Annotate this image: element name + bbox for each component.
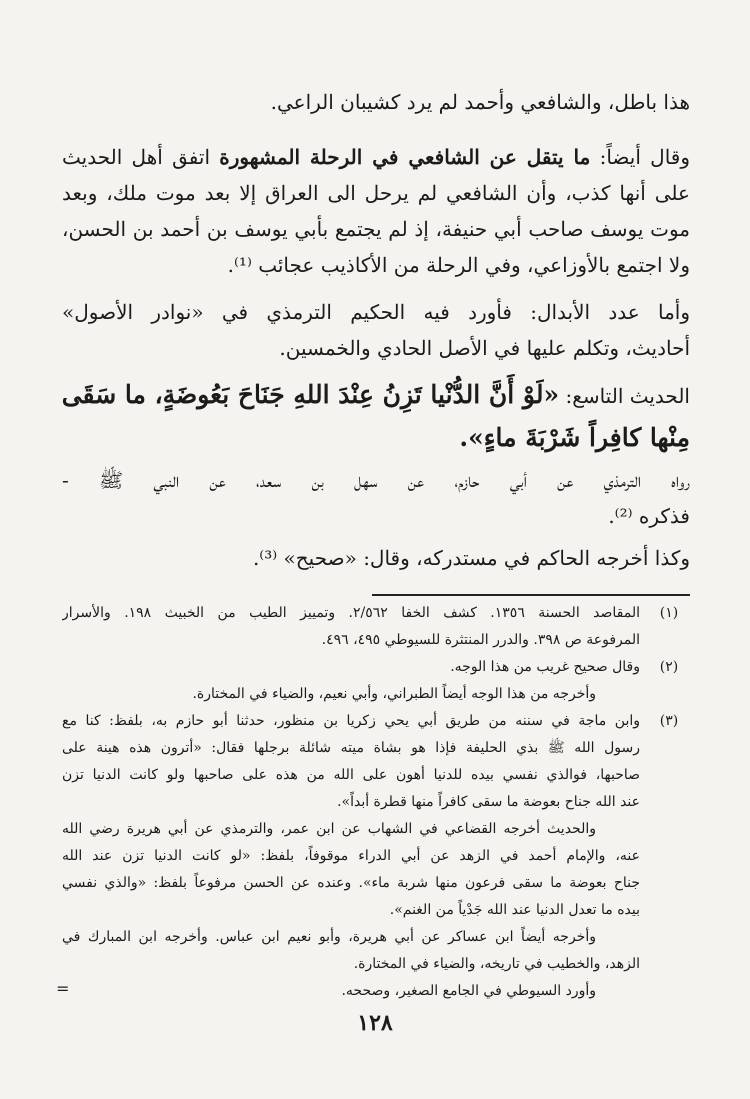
footnote-number: (٣) xyxy=(659,713,679,729)
bold-phrase: ما يتقل عن الشافعي في الرحلة المشهورة xyxy=(219,145,591,169)
paragraph-4-hadith xyxy=(62,374,690,459)
text-line: فذكره ⁽²⁾. xyxy=(608,504,690,528)
footnote-body xyxy=(62,654,640,708)
footnote-divider xyxy=(372,594,690,596)
text-line: أحاديث، وتكلم عليها في الأصل الحادي والخمسين. xyxy=(279,336,690,360)
footnote-number: (٢) xyxy=(659,659,679,675)
paragraph-5 xyxy=(62,462,690,534)
footnote-line: عنه، والإمام أحمد في الزهد عن أبي الدراء موقوفاً، بلفظ: «لو كانت الدنيا تزن عند الله xyxy=(62,848,640,864)
page-number: ١٢٨ xyxy=(357,1010,393,1036)
lead-text: الحديث التاسع: xyxy=(559,384,690,408)
footnote-line: والحديث أخرجه القضاعي في الشهاب عن ابن عمر، والترمذي عن أبي هريرة رضي الله xyxy=(62,821,596,837)
paragraph-3 xyxy=(62,294,690,366)
footnote-3 xyxy=(62,708,690,816)
footnote-line: وأورد السيوطي في الجامع الصغير، وصححه. xyxy=(341,983,596,999)
footnote-line: بيده ما تعدل الدنيا عند الله جَدْياً من الغنم». xyxy=(389,902,640,918)
paragraph-2 xyxy=(62,139,690,283)
footnote-body xyxy=(62,708,640,816)
text-line: ولا اجتمع بالأوزاعي، وفي الرحلة من الأكاذيب عجائب ⁽¹⁾. xyxy=(227,253,690,277)
lead-text: وقال أيضاً: xyxy=(590,145,690,169)
footnote-line: وأخرجه من هذا الوجه أيضاً الطبراني، وأبي نعيم، والضياء في المختارة. xyxy=(192,686,596,702)
footnote-line: المرفوعة ص ٣٩٨. والدرر المنتثرة للسيوطي ٤٩٥، ٤٩٦. xyxy=(321,632,640,648)
footnote-line: وأخرجه أيضاً ابن عساكر عن أبي هريرة، وأبو نعيم ابن عباس. وأخرجه ابن المبارك في xyxy=(62,929,596,945)
text-line: وأما عدد الأبدال: فأورد فيه الحكيم الترمذي في «نوادر الأصول» xyxy=(62,300,690,324)
footnote-line: صاحبها، فوالذي نفسي بيده للدنيا أهون على الله من هذه على صاحبها ولو كانت الدنيا تزن xyxy=(62,767,640,783)
text-line: هذا باطل، والشافعي وأحمد لم يرد كشيبان الراعي. xyxy=(270,90,690,114)
text-line xyxy=(62,374,690,417)
text-line: رواه الترمذي عن أبي حازم، عن سهل بن سعد، عن النبي ﷺ - xyxy=(62,468,690,492)
footnote-1 xyxy=(62,600,690,654)
text-rest: اتفق أهل الحديث xyxy=(62,145,220,169)
paragraph-6 xyxy=(62,540,690,576)
text-line: على أنها كذب، وأن الشافعي لم يرحل الى العراق إلا بعد موت ملك، وبعد xyxy=(62,181,690,205)
footnote-line: جناح بعوضة ما سقى فرعون منها شربة ماء». وعنده عن الحسن مرفوعاً بلفظ: «والذي نفسي xyxy=(62,875,640,891)
footnote-line: وابن ماجة في سننه من طريق أبي يحي زكريا بن منظور، حدثنا أبو حازم به، بلفظ: كنا مع xyxy=(62,713,640,729)
footnote-line: رسول الله ﷺ بذي الحليفة فإذا هو بشاة ميته شائلة برجلها فقال: «أترون هذه هينة على xyxy=(62,740,640,756)
footnote-line: وقال صحيح غريب من هذا الوجه. xyxy=(450,659,640,675)
footnote-line: المقاصد الحسنة ١٣٥٦. كشف الخفا ٢/٥٦٢. وتمييز الطيب من الخبيث ١٩٨. والأسرار xyxy=(62,605,640,621)
text-line: موت يوسف صاحب أبي حنيفة، إذ لم يجتمع بأبي يوسف بن أحمد بن الحسن، xyxy=(62,217,690,241)
footnote-body xyxy=(62,600,640,654)
footnote-body xyxy=(62,816,640,1005)
footnote-number: (١) xyxy=(659,605,679,621)
hadith-text: «لَوْ أَنَّ الدُّنْيا تَزِنُ عِنْدَ اللهِ جَنَاحَ بَعُوضَةٍ، ما سَقَى xyxy=(62,380,560,409)
hadith-text: مِنْها كافِراً شَرْبَةَ ماءٍ». xyxy=(459,423,690,452)
margin-mark: = xyxy=(56,979,70,998)
footnote-line: عند الله جناح بعوضة ما سقى كافراً منها قطرة أبداً». xyxy=(337,794,640,810)
text-line: وكذا أخرجه الحاكم في مستدركه، وقال: «صحيح» ⁽³⁾. xyxy=(252,546,690,570)
paragraph-1 xyxy=(62,84,690,120)
text-line xyxy=(62,139,690,175)
footnote-3-continuation xyxy=(62,816,690,1005)
footnote-2 xyxy=(62,654,690,708)
footnote-line: الزهد، والخطيب في تاريخه، والضياء في المختارة. xyxy=(353,956,640,972)
